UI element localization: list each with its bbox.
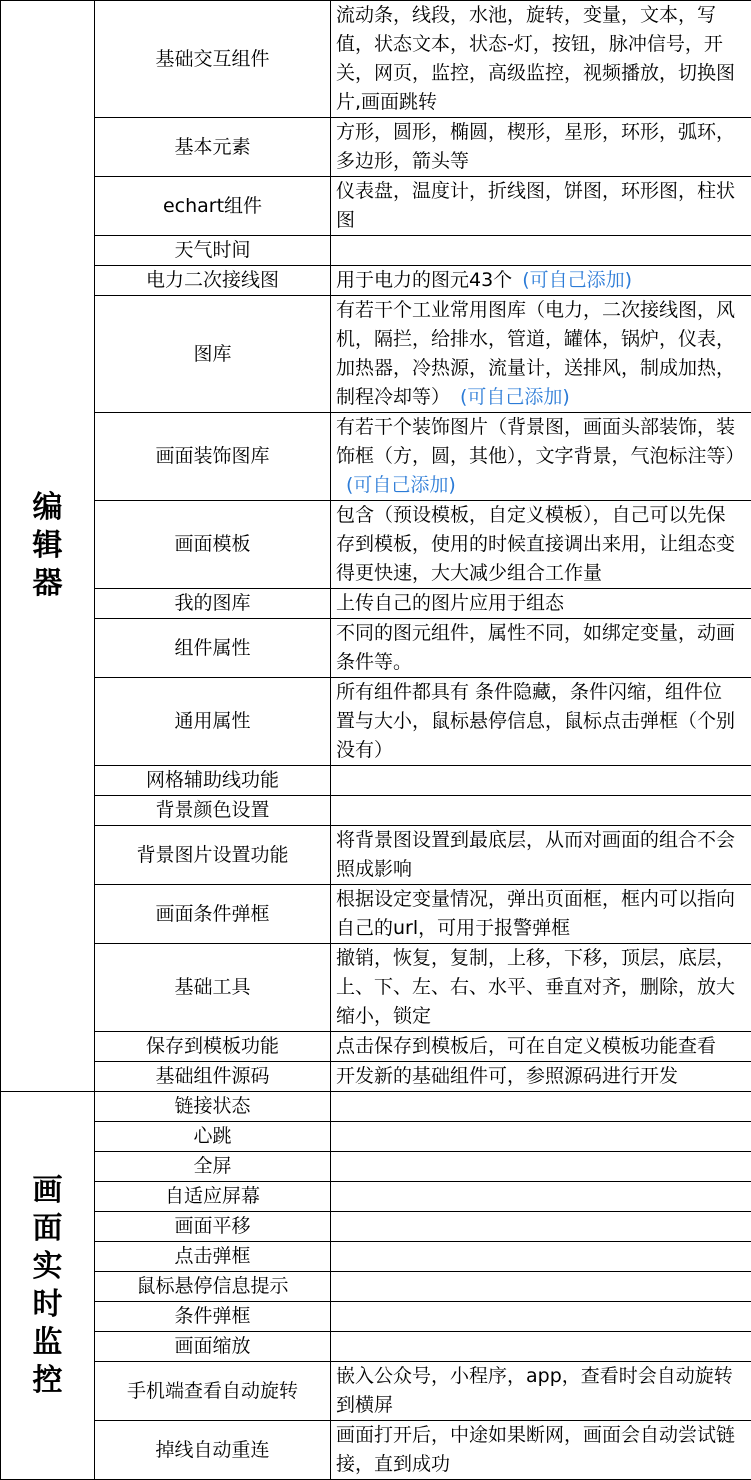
category-cell-editor xyxy=(1,1,95,1092)
description-text: 有若干个工业常用图库（电力，二次接线图，风机，隔拦，给排水，管道，罐体，锅炉，仪表，加热器，冷热源，流量计，送排风，制成加热，制程冷却等） xyxy=(336,299,735,408)
description-cell xyxy=(331,501,751,589)
description-text: 撤销，恢复，复制，上移，下移，顶层，底层，上、下、左、右、水平、垂直对齐，删除，放大缩小，锁定 xyxy=(336,947,735,1027)
feature-cell: 画面平移 xyxy=(95,1212,331,1242)
table-row xyxy=(1,766,751,796)
description-text: 有若干个装饰图片（背景图，画面头部装饰，装饰框（方，圆，其他），文字背景，气泡标注等） xyxy=(336,416,745,467)
feature-cell: 天气时间 xyxy=(95,236,331,266)
description-text: 点击保存到模板后，可在自定义模板功能查看 xyxy=(336,1035,716,1057)
description-text: 流动条，线段，水池，旋转，变量，文本，写值，状态文本，状态-灯，按钮，脉冲信号，开关，网页，监控，高级监控，视频播放，切换图片,画面跳转 xyxy=(336,4,735,113)
description-cell xyxy=(331,1272,751,1302)
table-row xyxy=(1,1421,751,1480)
description-cell xyxy=(331,296,751,413)
table-row xyxy=(1,1152,751,1182)
feature-cell: 保存到模板功能 xyxy=(95,1032,331,1062)
feature-cell: 画面模板 xyxy=(95,501,331,589)
table-row xyxy=(1,501,751,589)
description-cell xyxy=(331,1,751,118)
feature-cell: 通用属性 xyxy=(95,678,331,766)
description-cell xyxy=(331,1212,751,1242)
table-row xyxy=(1,177,751,236)
table-row xyxy=(1,1212,751,1242)
description-cell xyxy=(331,177,751,236)
description-cell xyxy=(331,619,751,678)
description-cell xyxy=(331,885,751,944)
feature-cell: 背景颜色设置 xyxy=(95,796,331,826)
category-label-vertical: 编辑器 xyxy=(33,489,63,603)
feature-cell: 背景图片设置功能 xyxy=(95,826,331,885)
feature-cell: 自适应屏幕 xyxy=(95,1182,331,1212)
description-cell xyxy=(331,796,751,826)
category-cell-monitor xyxy=(1,1092,95,1480)
feature-cell: 条件弹框 xyxy=(95,1302,331,1332)
description-text: 将背景图设置到最底层，从而对画面的组合不会照成影响 xyxy=(336,829,735,880)
description-cell xyxy=(331,944,751,1032)
feature-cell: 图库 xyxy=(95,296,331,413)
table-row xyxy=(1,1,751,118)
description-cell xyxy=(331,1302,751,1332)
description-cell xyxy=(331,1242,751,1272)
description-cell xyxy=(331,266,751,296)
feature-cell: 我的图库 xyxy=(95,589,331,619)
feature-cell: 画面条件弹框 xyxy=(95,885,331,944)
feature-cell: 基础工具 xyxy=(95,944,331,1032)
feature-cell: 点击弹框 xyxy=(95,1242,331,1272)
description-text: 包含（预设模板，自定义模板），自己可以先保存到模板，使用的时候直接调出来用，让组态变得更快速，大大减少组合工作量 xyxy=(336,504,735,584)
add-link[interactable]: (可自己添加) xyxy=(460,386,570,408)
table-row xyxy=(1,1302,751,1332)
table-row xyxy=(1,1032,751,1062)
table-row xyxy=(1,296,751,413)
table-row xyxy=(1,678,751,766)
description-text: 上传自己的图片应用于组态 xyxy=(336,592,564,614)
description-cell xyxy=(331,1062,751,1092)
description-cell xyxy=(331,589,751,619)
table-row xyxy=(1,236,751,266)
description-text: 方形，圆形，椭圆，楔形，星形，环形，弧环，多边形，箭头等 xyxy=(336,121,735,172)
feature-cell: 组件属性 xyxy=(95,619,331,678)
description-cell xyxy=(331,1032,751,1062)
description-text: 画面打开后，中途如果断网，画面会自动尝试链接，直到成功 xyxy=(336,1424,735,1475)
table-row xyxy=(1,944,751,1032)
table-row xyxy=(1,1362,751,1421)
feature-cell: echart组件 xyxy=(95,177,331,236)
table-row xyxy=(1,413,751,501)
add-link[interactable]: (可自己添加) xyxy=(346,474,456,496)
table-row xyxy=(1,1182,751,1212)
description-cell xyxy=(331,1362,751,1421)
table-row xyxy=(1,589,751,619)
table-row xyxy=(1,619,751,678)
description-text: 根据设定变量情况，弹出页面框，框内可以指向自己的url，可用于报警弹框 xyxy=(336,888,735,939)
add-link[interactable]: (可自己添加) xyxy=(522,269,632,291)
table-row xyxy=(1,1242,751,1272)
table-row xyxy=(1,796,751,826)
description-text: 仪表盘，温度计，折线图，饼图，环形图，柱状图 xyxy=(336,180,735,231)
description-cell xyxy=(331,1332,751,1362)
feature-cell: 网格辅助线功能 xyxy=(95,766,331,796)
feature-cell: 全屏 xyxy=(95,1152,331,1182)
description-cell xyxy=(331,236,751,266)
description-cell xyxy=(331,678,751,766)
feature-cell: 基础组件源码 xyxy=(95,1062,331,1092)
table-row xyxy=(1,1122,751,1152)
category-label-vertical: 画面实时监控 xyxy=(33,1172,63,1400)
feature-cell: 鼠标悬停信息提示 xyxy=(95,1272,331,1302)
feature-cell: 画面装饰图库 xyxy=(95,413,331,501)
description-text: 所有组件都具有 条件隐藏，条件闪缩，组件位置与大小，鼠标悬停信息，鼠标点击弹框（个别没有） xyxy=(336,681,735,761)
table-row xyxy=(1,1092,751,1122)
description-cell xyxy=(331,766,751,796)
feature-cell: 电力二次接线图 xyxy=(95,266,331,296)
description-cell xyxy=(331,413,751,501)
description-text: 开发新的基础组件可，参照源码进行开发 xyxy=(336,1065,678,1087)
feature-cell: 基础交互组件 xyxy=(95,1,331,118)
description-cell xyxy=(331,1092,751,1122)
feature-cell: 心跳 xyxy=(95,1122,331,1152)
table-row xyxy=(1,1272,751,1302)
feature-cell: 手机端查看自动旋转 xyxy=(95,1362,331,1421)
feature-cell: 掉线自动重连 xyxy=(95,1421,331,1480)
table-row xyxy=(1,266,751,296)
description-cell xyxy=(331,118,751,177)
table-row xyxy=(1,1062,751,1092)
description-text: 不同的图元组件，属性不同，如绑定变量，动画条件等。 xyxy=(336,622,735,673)
description-cell xyxy=(331,1122,751,1152)
description-cell xyxy=(331,1421,751,1480)
description-cell xyxy=(331,1182,751,1212)
table-row xyxy=(1,826,751,885)
table-row xyxy=(1,885,751,944)
description-cell xyxy=(331,1152,751,1182)
description-cell xyxy=(331,826,751,885)
description-text: 用于电力的图元43个 xyxy=(336,269,512,291)
table-row xyxy=(1,118,751,177)
feature-cell: 画面缩放 xyxy=(95,1332,331,1362)
table-row xyxy=(1,1332,751,1362)
description-text: 嵌入公众号，小程序，app，查看时会自动旋转到横屏 xyxy=(336,1365,733,1416)
feature-cell: 链接状态 xyxy=(95,1092,331,1122)
feature-cell: 基本元素 xyxy=(95,118,331,177)
